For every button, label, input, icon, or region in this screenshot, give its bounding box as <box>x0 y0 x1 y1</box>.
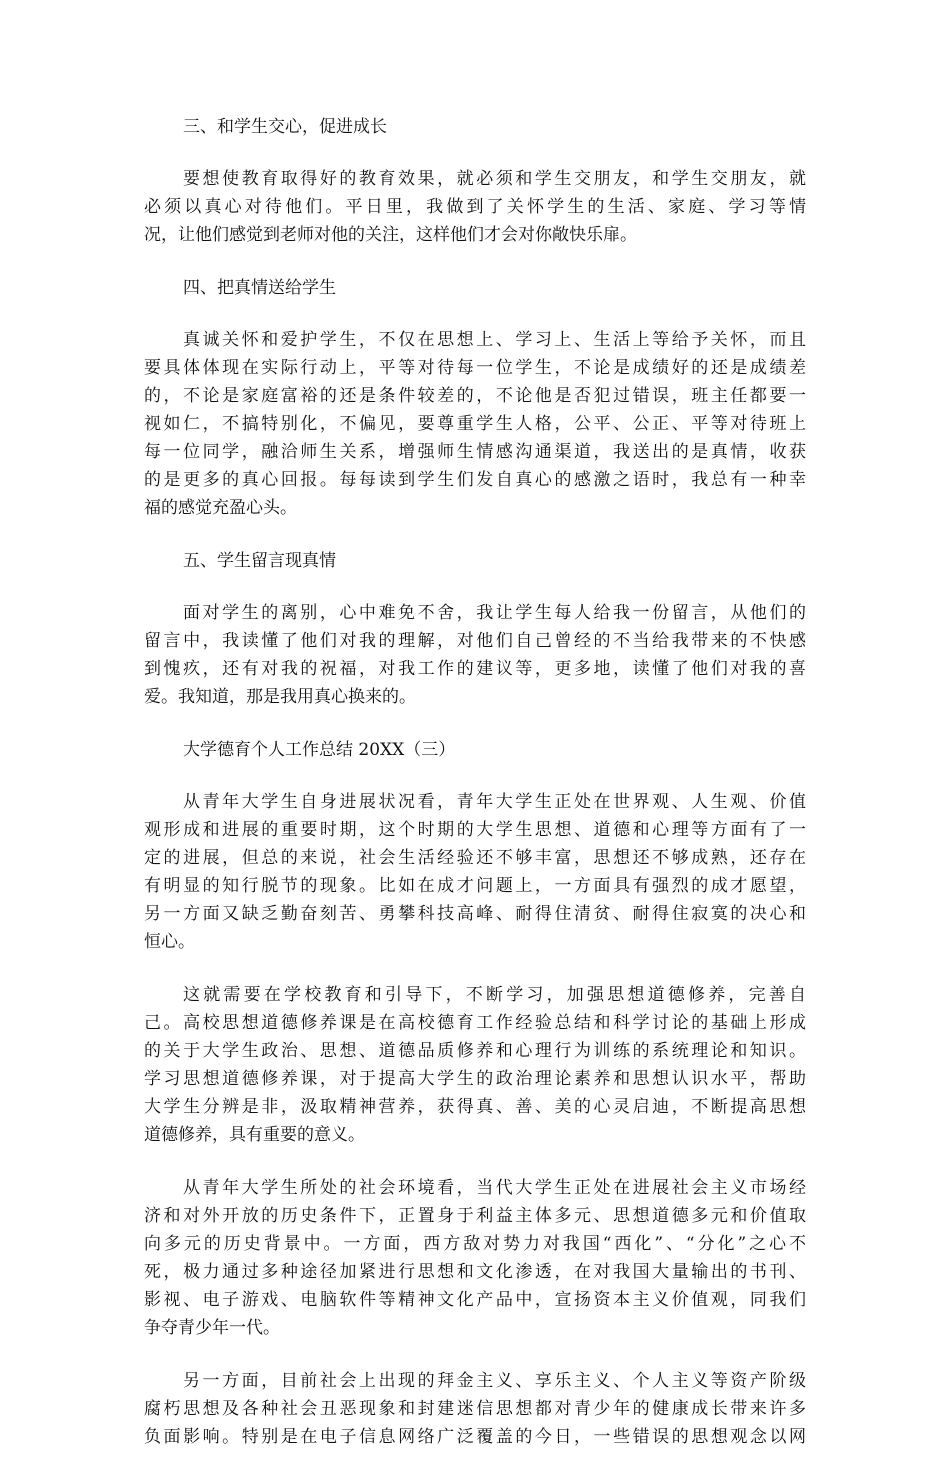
section-heading: 五、学生留言现真情 <box>183 551 336 571</box>
paragraph-line: 福的感觉充盈心头。 <box>144 498 297 518</box>
paragraph-line: 从青年大学生自身进展状况看，青年大学生正处在世界观、人生观、价值 <box>183 792 806 812</box>
paragraph-line: 腐朽思想及各种社会丑恶现象和封建迷信思想都对青少年的健康成长带来许多 <box>144 1399 806 1419</box>
paragraph-line: 死，极力通过多种途径加紧进行思想和文化渗透，在对我国大量输出的书刊、 <box>144 1262 806 1282</box>
paragraph-line: 济和对外开放的历史条件下，正置身于利益主体多元、思想道德多元和价值取 <box>144 1206 806 1226</box>
paragraph <box>144 165 806 249</box>
paragraph-line: 视如仁，不搞特别化，不偏见，要尊重学生人格，公平、公正、平等对待班上 <box>144 414 806 434</box>
paragraph-line: 另一方面，目前社会上出现的拜金主义、享乐主义、个人主义等资产阶级 <box>183 1371 806 1391</box>
section-heading: 四、把真情送给学生 <box>183 278 336 298</box>
paragraph-line: 要想使教育取得好的教育效果，就必须和学生交朋友，和学生交朋友，就 <box>183 169 806 189</box>
paragraph-line: 影视、电子游戏、电脑软件等精神文化产品中，宣扬资本主义价值观，同我们 <box>144 1290 806 1310</box>
paragraph <box>144 1174 806 1342</box>
paragraph-line: 到愧疚，还有对我的祝福，对我工作的建议等，更多地，读懂了他们对我的喜 <box>144 659 806 679</box>
paragraph-line: 争夺青少年一代。 <box>144 1318 280 1338</box>
paragraph-line: 每一位同学，融洽师生关系，增强师生情感沟通渠道，我送出的是真情，收获 <box>144 442 806 462</box>
document-page <box>144 113 806 1476</box>
paragraph-line: 这就需要在学校教育和引导下，不断学习，加强思想道德修养，完善自 <box>183 985 806 1005</box>
paragraph-line: 大学生分辨是非，汲取精神营养，获得真、善、美的心灵启迪，不断提高思想 <box>144 1097 806 1117</box>
paragraph <box>144 1367 806 1451</box>
paragraph-line: 另一方面又缺乏勤奋刻苦、勇攀科技高峰、耐得住清贫、耐得住寂寞的决心和 <box>144 904 806 924</box>
paragraph <box>144 326 806 522</box>
paragraph-line: 的是更多的真心回报。每每读到学生们发自真心的感激之语时，我总有一种幸 <box>144 470 806 490</box>
paragraph-line: 己。高校思想道德修养课是在高校德育工作经验总结和科学讨论的基础上形成 <box>144 1013 806 1033</box>
paragraph-line: 的关于大学生政治、思想、道德品质修养和心理行为训练的系统理论和知识。 <box>144 1041 806 1061</box>
section-heading: 大学德育个人工作总结 20XX（三） <box>183 740 456 760</box>
paragraph <box>144 599 806 711</box>
paragraph-line: 道德修养，具有重要的意义。 <box>144 1125 365 1145</box>
paragraph-line: 面对学生的离别，心中难免不舍，我让学生每人给我一份留言，从他们的 <box>183 603 806 623</box>
paragraph-line: 必须以真心对待他们。平日里，我做到了关怀学生的生活、家庭、学习等情 <box>144 197 806 217</box>
paragraph-line: 的，不论是家庭富裕的还是条件较差的，不论他是否犯过错误，班主任都要一 <box>144 386 806 406</box>
paragraph-line: 况，让他们感觉到老师对他的关注，这样他们才会对你敞快乐扉。 <box>144 225 637 245</box>
paragraph-line: 从青年大学生所处的社会环境看，当代大学生正处在进展社会主义市场经 <box>183 1178 806 1198</box>
paragraph-line: 恒心。 <box>144 932 195 952</box>
section-heading: 三、和学生交心，促进成长 <box>183 117 387 137</box>
paragraph-line: 留言中，我读懂了他们对我的理解，对他们自己曾经的不当给我带来的不快感 <box>144 631 806 651</box>
paragraph-line: 学习思想道德修养课，对于提高大学生的政治理论素养和思想认识水平，帮助 <box>144 1069 806 1089</box>
paragraph-line: 真诚关怀和爱护学生，不仅在思想上、学习上、生活上等给予关怀，而且 <box>183 330 806 350</box>
paragraph-line: 要具体体现在实际行动上，平等对待每一位学生，不论是成绩好的还是成绩差 <box>144 358 806 378</box>
paragraph-line: 爱。我知道，那是我用真心换来的。 <box>144 687 416 707</box>
paragraph-line: 向多元的历史背景中。一方面，西方敌对势力对我国“西化”、“分化”之心不 <box>144 1234 806 1254</box>
paragraph-line: 有明显的知行脱节的现象。比如在成才问题上，一方面具有强烈的成才愿望， <box>144 876 806 896</box>
paragraph-line: 负面影响。特别是在电子信息网络广泛覆盖的今日，一些错误的思想观念以网 <box>144 1427 806 1447</box>
paragraph-line: 观形成和进展的重要时期，这个时期的大学生思想、道德和心理等方面有了一 <box>144 820 806 840</box>
paragraph-line: 定的进展，但总的来说，社会生活经验还不够丰富，思想还不够成熟，还存在 <box>144 848 806 868</box>
paragraph <box>144 788 806 956</box>
paragraph <box>144 981 806 1149</box>
